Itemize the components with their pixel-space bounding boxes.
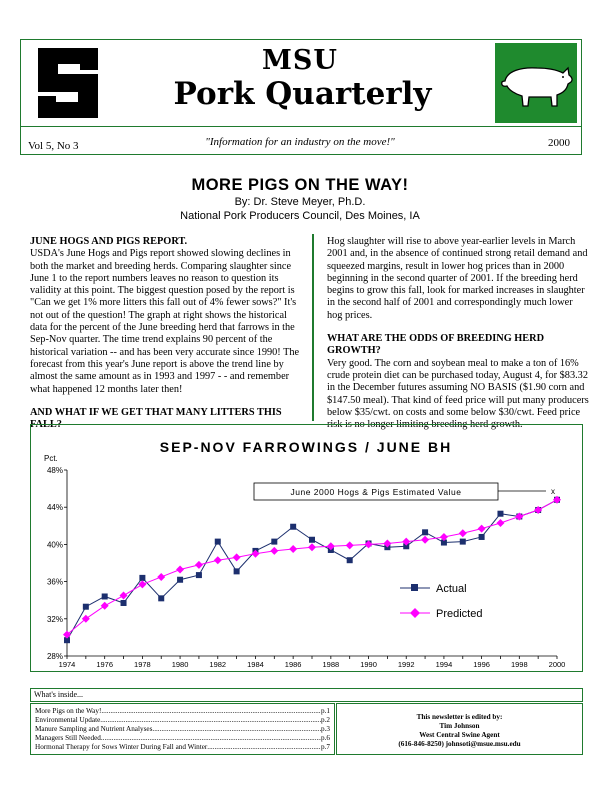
toc-item xyxy=(35,743,330,752)
y-tick-label: 40% xyxy=(46,540,63,550)
y-tick-label: 36% xyxy=(46,577,63,587)
x-tick-label: 1982 xyxy=(209,660,227,669)
byline-author: By: Dr. Steve Meyer, Ph.D. xyxy=(234,196,366,208)
tagline: "Information for an industry on the move!" xyxy=(205,136,395,148)
data-point-predicted xyxy=(289,545,297,553)
chart-title: SEP-NOV FARROWINGS / JUNE BH xyxy=(159,439,453,455)
toc-item-title: Hormonal Therapy for Sows Winter During Fall and Winter xyxy=(35,743,208,752)
toc-item xyxy=(35,725,330,734)
y-tick-label: 44% xyxy=(46,503,63,513)
data-point-predicted xyxy=(157,573,165,581)
paragraph: USDA's June Hogs and Pigs report showed slowing declines in both the market and breeding herds. Comparing slaughter since June 1 to the report numbers leaves no reason to question its validity at this point. The biggest question posed by the report is "Can we get 1% more litters this fall out of 4% fewer sows?" It's not out of the question! The graph at right shows the historical data for the percent of the June breeding herd that farrows in the Sep-Nov quarter. The time trend explains 90 percent of the historical variation -- and has been very accurate since 1990! The forecast from this year's June report is above the trend line by almost the same amount as in 1993 and 1997 - - and remember what happened 12 months later then! xyxy=(30,248,300,395)
data-point-predicted xyxy=(214,556,222,564)
editor-contact: (616-846-8250) johnsoti@msue.msu.edu xyxy=(398,740,521,748)
data-point-actual xyxy=(290,524,296,530)
x-tick-label: 1986 xyxy=(284,660,302,669)
article-column-right xyxy=(327,236,589,431)
data-point-predicted xyxy=(120,592,128,600)
x-tick-label: 1978 xyxy=(134,660,151,669)
farrowings-chart xyxy=(30,424,583,672)
whats-inside-label: What's inside... xyxy=(30,688,583,702)
data-point-actual xyxy=(234,568,240,574)
toc-item-title: Manure Sampling and Nutrient Analyses xyxy=(35,725,153,734)
column-divider xyxy=(312,234,314,421)
data-point-actual xyxy=(309,537,315,543)
y-tick-label: 48% xyxy=(46,466,63,475)
data-point-actual xyxy=(460,539,466,545)
data-point-predicted xyxy=(421,536,429,544)
toc-item-page: p.3 xyxy=(321,725,330,734)
toc-item-page: p.1 xyxy=(321,707,330,715)
toc-item-title: More Pigs on the Way! xyxy=(35,707,102,715)
x-tick-label: 1992 xyxy=(397,660,415,669)
data-point-actual xyxy=(215,539,221,545)
x-tick-label: 1976 xyxy=(96,660,114,669)
volume-label: Vol 5, No 3 xyxy=(28,140,79,152)
y-tick-label: 28% xyxy=(46,652,63,661)
article-column-left xyxy=(30,236,302,431)
data-point-predicted xyxy=(233,553,241,561)
data-point-actual xyxy=(102,593,108,599)
section-heading: WHAT ARE THE ODDS OF BREEDING HERD GROWTH? xyxy=(327,333,545,357)
chart-ylabel: Pct. xyxy=(44,454,58,463)
editor-intro: This newsletter is edited by: xyxy=(416,713,503,721)
x-tick-label: 1994 xyxy=(435,660,453,669)
data-point-actual xyxy=(479,534,485,540)
paragraph: Very good. The corn and soybean meal to make a ton of 16% crude protein diet can be purchased today, August 4, for $83.32 in the December futures assuming NO BASIS ($1.90 corn and $147.50 meal). That kind of feed price will put many producers below $35/cwt. on costs and some below $30/cwt. Feed price risk is no longer limiting breeding herd growth. xyxy=(327,357,589,431)
masthead-title-line2: Pork Quarterly xyxy=(173,76,432,112)
y-tick-label: 32% xyxy=(46,614,63,624)
data-point-actual xyxy=(271,539,277,545)
legend-label-predicted: Predicted xyxy=(436,608,483,620)
data-point-actual xyxy=(177,577,183,583)
toc-item-title: Managers Still Needed xyxy=(35,734,101,743)
legend-marker-actual xyxy=(411,584,418,591)
data-point-actual xyxy=(139,575,145,581)
toc-item-page: p.6 xyxy=(321,734,330,743)
toc-dot-leader xyxy=(207,743,321,752)
article-headline: MORE PIGS ON THE WAY! xyxy=(191,176,409,194)
data-point-predicted xyxy=(101,602,109,610)
data-point-predicted xyxy=(308,543,316,551)
toc-dot-leader xyxy=(152,725,321,734)
x-tick-label: 1980 xyxy=(171,660,189,669)
issue-year: 2000 xyxy=(548,137,570,149)
data-point-predicted xyxy=(459,529,467,537)
x-tick-label: 1988 xyxy=(322,660,340,669)
article-byline xyxy=(0,195,600,223)
msu-s-logo-icon xyxy=(24,42,112,124)
toc-item xyxy=(35,716,330,725)
data-point-predicted xyxy=(346,541,354,549)
data-point-predicted xyxy=(270,547,278,555)
x-tick-label: 1984 xyxy=(247,660,264,669)
masthead-title-line1: MSU xyxy=(262,45,338,76)
toc-item xyxy=(35,707,330,716)
table-of-contents xyxy=(30,703,335,755)
data-point-actual xyxy=(158,595,164,601)
data-point-actual xyxy=(196,572,202,578)
section-heading: JUNE HOGS AND PIGS REPORT. xyxy=(30,236,188,247)
section-heading: AND WHAT IF WE GET THAT MANY LITTERS THIS FALL? xyxy=(30,406,282,431)
toc-dot-leader xyxy=(101,734,321,743)
data-point-actual xyxy=(347,557,353,563)
data-point-predicted xyxy=(176,566,184,574)
x-tick-labels xyxy=(59,656,566,669)
x-tick-label: 1996 xyxy=(473,660,490,669)
annotation-marker: x xyxy=(551,487,555,496)
editor-name: Tim Johnson xyxy=(439,722,480,730)
toc-item-page: p.2 xyxy=(321,716,330,725)
x-tick-label: 1990 xyxy=(360,660,377,669)
x-tick-label: 1998 xyxy=(510,660,528,669)
toc-dot-leader xyxy=(101,707,321,716)
toc-item-page: p.7 xyxy=(321,743,330,752)
legend-label-actual: Actual xyxy=(436,583,467,595)
chart-legend xyxy=(394,573,514,625)
editor-info xyxy=(336,703,583,755)
data-point-actual xyxy=(497,511,503,517)
x-tick-label: 1974 xyxy=(58,660,76,669)
data-point-predicted xyxy=(478,525,486,533)
toc-dot-leader xyxy=(100,716,321,725)
data-point-actual xyxy=(83,604,89,610)
toc-item xyxy=(35,734,330,743)
data-point-predicted xyxy=(195,561,203,569)
byline-affiliation: National Pork Producers Council, Des Moines, IA xyxy=(180,210,420,222)
y-tick-labels xyxy=(47,466,67,661)
pig-icon xyxy=(495,43,577,123)
chart-annotation xyxy=(254,483,555,500)
data-point-predicted xyxy=(496,519,504,527)
x-tick-label: 2000 xyxy=(548,660,566,669)
paragraph: Hog slaughter will rise to above year-earlier levels in March 2001 and, in the absence of continued strong retail demand and squeezed margins, result in lower hog prices than in 2000 beginning in the second quarter of 2001. If the breeding herd begins to grow this fall, look for marked increases in slaughter in the second half of 2001 and correspondingly much lower hog prices. xyxy=(327,236,588,321)
toc-item-title: Environmental Update xyxy=(35,716,101,725)
data-point-actual xyxy=(422,529,428,535)
annotation-label: June 2000 Hogs & Pigs Estimated Value xyxy=(290,487,462,497)
data-point-actual xyxy=(121,600,127,606)
editor-title: West Central Swine Agent xyxy=(419,731,500,739)
